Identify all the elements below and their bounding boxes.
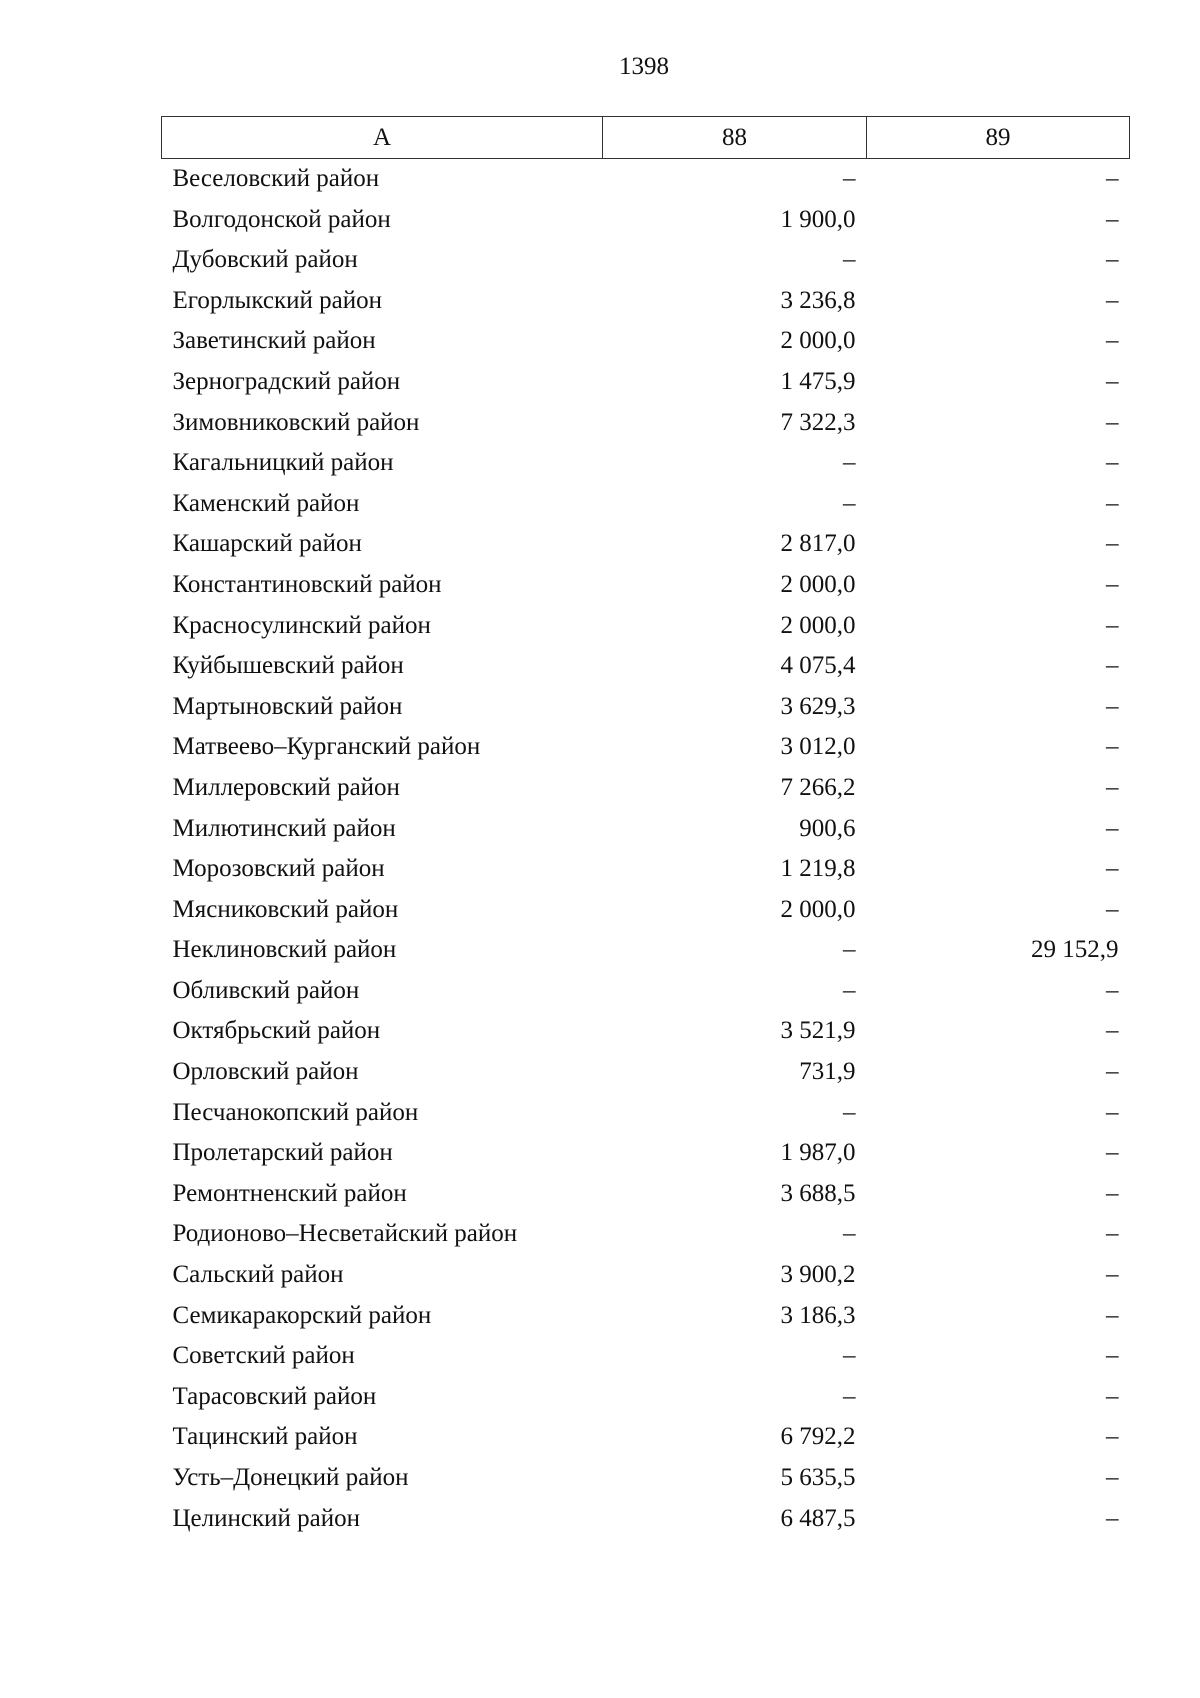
- table-body: [162, 159, 1130, 1540]
- value-88-cell: 1 900,0: [780, 205, 856, 233]
- value-88-cell: 731,9: [799, 1058, 856, 1086]
- value-88-cell: –: [843, 936, 856, 964]
- district-name-cell: Куйбышевский район: [172, 652, 404, 680]
- district-name-cell: Константиновский район: [172, 570, 442, 598]
- table-row: [162, 524, 1130, 565]
- value-89-cell: –: [1106, 205, 1119, 233]
- value-88-cell: 5 635,5: [780, 1464, 856, 1491]
- value-89-cell: –: [1106, 286, 1119, 314]
- district-name-cell: Милютинский район: [172, 814, 396, 842]
- value-89-cell: –: [1106, 1220, 1119, 1248]
- value-89-cell: –: [1106, 1423, 1119, 1451]
- value-88-cell: 3 688,5: [780, 1179, 856, 1207]
- value-89-cell: –: [1106, 773, 1119, 801]
- value-88-cell: 2 000,0: [780, 327, 856, 355]
- column-header-a: А: [162, 117, 603, 159]
- value-88-cell: –: [843, 1098, 856, 1126]
- value-89-cell: –: [1106, 733, 1119, 761]
- value-89-cell: –: [1106, 976, 1119, 1004]
- value-89-cell: –: [1106, 611, 1119, 639]
- district-name-cell: Кагальницкий район: [172, 449, 394, 477]
- district-name-cell: Морозовский район: [172, 855, 385, 883]
- district-name-cell: Кашарский район: [172, 530, 362, 558]
- district-name-cell: Заветинский район: [172, 327, 376, 355]
- value-88-cell: –: [843, 1382, 856, 1410]
- district-name-cell: Каменский район: [172, 489, 360, 517]
- value-89-cell: –: [1106, 895, 1119, 923]
- value-88-cell: 1 475,9: [780, 367, 856, 395]
- table-row: [162, 484, 1130, 525]
- table-row: [162, 443, 1130, 484]
- table-row: [162, 890, 1130, 931]
- value-89-cell: –: [1106, 855, 1119, 883]
- district-name-cell: Целинский район: [172, 1504, 360, 1532]
- value-89-cell: –: [1106, 1464, 1119, 1491]
- value-89-cell: –: [1106, 1342, 1119, 1370]
- value-88-cell: 2 000,0: [780, 611, 856, 639]
- value-89-cell: –: [1106, 1301, 1119, 1329]
- table-row: [162, 1499, 1130, 1540]
- column-header-88: 88: [603, 117, 867, 159]
- table-row: [162, 971, 1130, 1012]
- value-89-cell: –: [1106, 408, 1119, 436]
- district-name-cell: Тацинский район: [172, 1423, 358, 1451]
- district-name-cell: Мартыновский район: [172, 692, 403, 720]
- district-name-cell: Зимовниковский район: [172, 408, 420, 436]
- table-row: [162, 1133, 1130, 1174]
- district-name-cell: Волгодонской район: [172, 205, 391, 233]
- table-row: [162, 321, 1130, 362]
- district-name-cell: Усть–Донецкий район: [172, 1464, 409, 1491]
- district-name-cell: Мясниковский район: [172, 895, 399, 923]
- district-name-cell: Егорлыкский район: [172, 286, 382, 314]
- table-row: [162, 1336, 1130, 1377]
- value-88-cell: 6 792,2: [780, 1423, 856, 1451]
- table-row: [162, 1255, 1130, 1296]
- value-88-cell: 3 629,3: [780, 692, 856, 720]
- value-89-cell: –: [1106, 1382, 1119, 1410]
- value-88-cell: 3 521,9: [780, 1017, 856, 1045]
- table-header: [162, 117, 1130, 159]
- district-name-cell: Орловский район: [172, 1058, 359, 1086]
- table-row: [162, 646, 1130, 687]
- table-row: [162, 849, 1130, 890]
- district-name-cell: Песчанокопский район: [172, 1098, 419, 1126]
- value-88-cell: 900,6: [799, 814, 856, 842]
- value-89-cell: –: [1106, 1179, 1119, 1207]
- table-row: [162, 1377, 1130, 1418]
- value-89-cell: –: [1106, 1058, 1119, 1086]
- value-89-cell: –: [1106, 165, 1119, 192]
- value-88-cell: –: [843, 1342, 856, 1370]
- column-header-89: 89: [867, 117, 1130, 159]
- value-89-cell: –: [1106, 570, 1119, 598]
- district-name-cell: Дубовский район: [172, 246, 358, 274]
- data-table: [161, 116, 1130, 1539]
- table-row: [162, 240, 1130, 281]
- table-row: [162, 1093, 1130, 1134]
- table-row: [162, 606, 1130, 647]
- district-name-cell: Семикаракорский район: [172, 1301, 432, 1329]
- district-name-cell: Тарасовский район: [172, 1382, 377, 1410]
- value-89-cell: –: [1106, 652, 1119, 680]
- district-name-cell: Родионово–Несветайский район: [172, 1220, 518, 1248]
- value-88-cell: 2 817,0: [780, 530, 856, 558]
- value-89-cell: –: [1106, 1504, 1119, 1532]
- district-name-cell: Октябрьский район: [172, 1017, 381, 1045]
- table-row: [162, 727, 1130, 768]
- value-88-cell: –: [843, 246, 856, 274]
- value-89-cell: –: [1106, 327, 1119, 355]
- table-row: [162, 403, 1130, 444]
- table-row: [162, 1174, 1130, 1215]
- district-name-cell: Зерноградский район: [172, 367, 401, 395]
- table-row: [162, 200, 1130, 241]
- district-name-cell: Матвеево–Курганский район: [172, 733, 481, 761]
- district-name-cell: Миллеровский район: [172, 773, 400, 801]
- value-89-cell: –: [1106, 814, 1119, 842]
- value-88-cell: –: [843, 165, 856, 192]
- value-88-cell: 7 322,3: [780, 408, 856, 436]
- value-89-cell: –: [1106, 1098, 1119, 1126]
- district-name-cell: Неклиновский район: [172, 936, 397, 964]
- table-row: [162, 281, 1130, 322]
- value-88-cell: –: [843, 489, 856, 517]
- district-name-cell: Пролетарский район: [172, 1139, 393, 1167]
- value-88-cell: 2 000,0: [780, 570, 856, 598]
- value-88-cell: 3 236,8: [780, 286, 856, 314]
- table-row: [162, 930, 1130, 971]
- value-88-cell: 3 900,2: [780, 1261, 856, 1289]
- table-row: [162, 362, 1130, 403]
- table-row: [162, 768, 1130, 809]
- data-table-container: [161, 116, 1129, 1539]
- value-88-cell: –: [843, 1220, 856, 1248]
- value-89-cell: –: [1106, 1261, 1119, 1289]
- value-89-cell: –: [1106, 449, 1119, 477]
- value-89-cell: –: [1106, 367, 1119, 395]
- value-89-cell: 29 152,9: [1031, 936, 1119, 964]
- value-88-cell: –: [843, 976, 856, 1004]
- district-name-cell: Веселовский район: [172, 165, 380, 192]
- value-88-cell: 7 266,2: [780, 773, 856, 801]
- value-88-cell: 2 000,0: [780, 895, 856, 923]
- district-name-cell: Красносулинский район: [172, 611, 431, 639]
- district-name-cell: Ремонтненский район: [172, 1179, 407, 1207]
- table-row: [162, 1052, 1130, 1093]
- district-name-cell: Советский район: [172, 1342, 355, 1370]
- value-88-cell: 1 987,0: [780, 1139, 856, 1167]
- value-88-cell: 3 186,3: [780, 1301, 856, 1329]
- table-row: [162, 1011, 1130, 1052]
- value-89-cell: –: [1106, 1017, 1119, 1045]
- table-row: [162, 1214, 1130, 1255]
- district-name-cell: Обливский район: [172, 976, 360, 1004]
- value-89-cell: –: [1106, 692, 1119, 720]
- table-row: [162, 565, 1130, 606]
- page-number: 1398: [619, 53, 669, 80]
- value-89-cell: –: [1106, 1139, 1119, 1167]
- district-name-cell: Сальский район: [172, 1261, 344, 1289]
- table-row: [162, 1417, 1130, 1458]
- value-89-cell: –: [1106, 530, 1119, 558]
- value-88-cell: 6 487,5: [780, 1504, 856, 1532]
- table-row: [162, 159, 1130, 200]
- table-row: [162, 809, 1130, 850]
- value-89-cell: –: [1106, 246, 1119, 274]
- value-88-cell: 1 219,8: [780, 855, 856, 883]
- table-row: [162, 687, 1130, 728]
- value-88-cell: –: [843, 449, 856, 477]
- table-row: [162, 1458, 1130, 1499]
- value-88-cell: 4 075,4: [780, 652, 856, 680]
- table-row: [162, 1296, 1130, 1337]
- value-88-cell: 3 012,0: [780, 733, 856, 761]
- value-89-cell: –: [1106, 489, 1119, 517]
- table-header-row: [162, 117, 1130, 159]
